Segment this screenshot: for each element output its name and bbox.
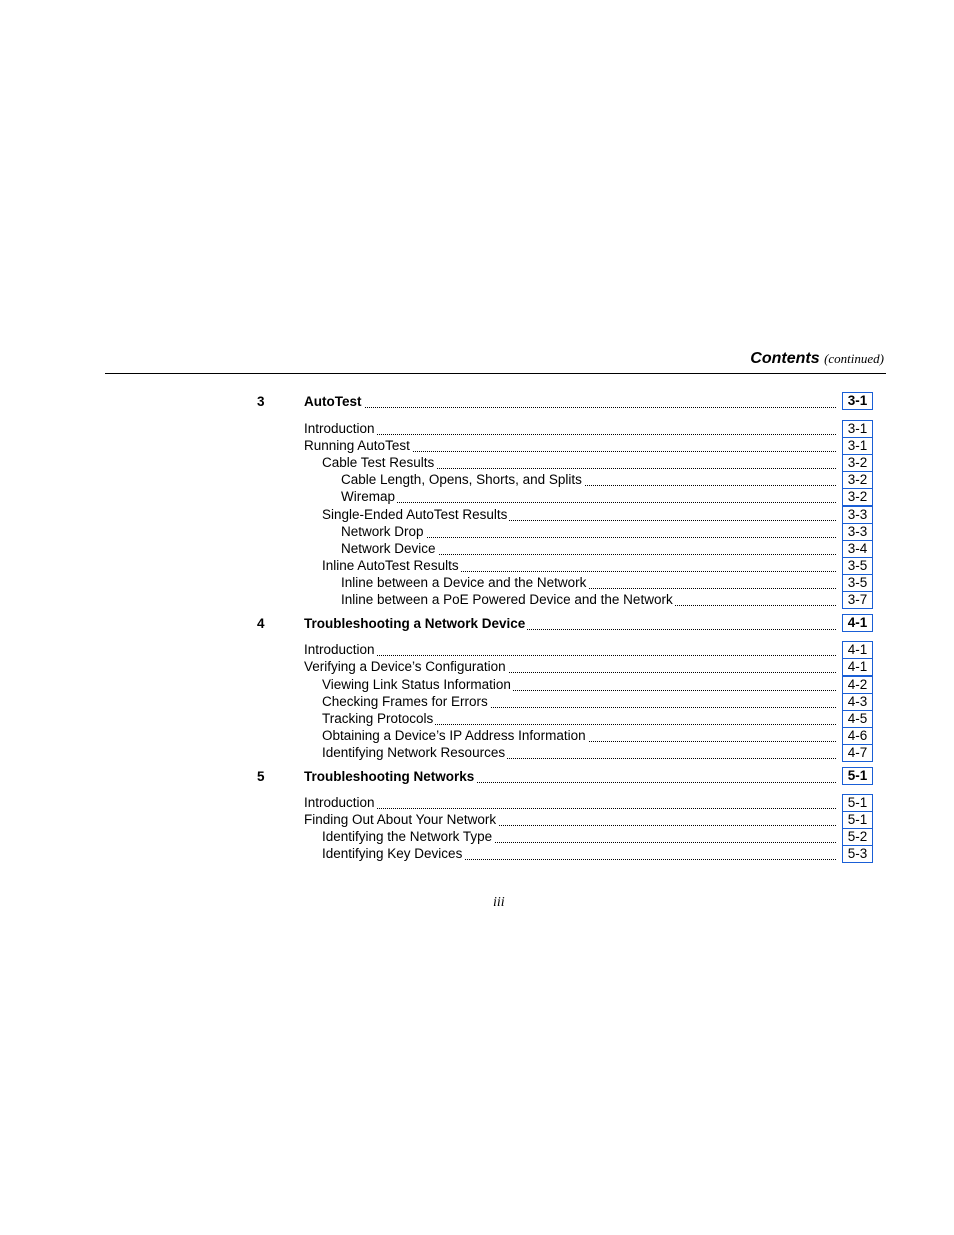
toc-entry-label: Viewing Link Status Information [322,677,511,692]
chapter-number: 4 [257,616,265,631]
page-link[interactable]: 4-3 [842,693,873,711]
toc-chapter-row [0,393,954,411]
toc-entry-row [0,641,954,659]
toc-entry-row [0,811,954,829]
dot-leader [304,434,836,435]
toc-entry [322,454,836,472]
toc-entry [322,693,836,711]
toc-entry-row [0,540,954,558]
toc-entry-label: Verifying a Device’s Configuration [304,659,506,674]
dot-leader [304,407,836,408]
toc-entry [322,557,836,575]
page-link[interactable]: 5-1 [842,767,873,785]
toc-entry [304,420,836,438]
page-link[interactable]: 3-7 [842,591,873,609]
toc-entry [322,845,836,863]
toc-entry-label: Checking Frames for Errors [322,694,488,709]
toc-entry [322,727,836,745]
page-link[interactable]: 3-1 [842,392,873,410]
page-link[interactable]: 4-1 [842,658,873,676]
page-link[interactable]: 4-2 [842,676,873,694]
page-link[interactable]: 3-2 [842,488,873,506]
toc-entry [341,591,836,609]
toc-entry [322,506,836,524]
toc-entry [341,488,836,506]
toc-entry-row [0,658,954,676]
toc-entry-label: Network Drop [341,524,424,539]
chapter-number: 3 [257,394,265,409]
toc-entry [322,828,836,846]
toc-entry [304,794,836,812]
toc-entry-row [0,557,954,575]
toc-entry-label: Single-Ended AutoTest Results [322,507,508,522]
dot-leader [304,655,836,656]
page-link[interactable]: 3-5 [842,574,873,592]
toc-entry-row [0,574,954,592]
page-link[interactable]: 4-1 [842,614,873,632]
page-link[interactable]: 4-6 [842,727,873,745]
page-link[interactable]: 3-3 [842,506,873,524]
toc-entry [304,615,836,633]
toc-entry-row [0,845,954,863]
toc-entry [304,393,836,411]
chapter-number: 5 [257,769,265,784]
page-link[interactable]: 4-5 [842,710,873,728]
toc-entry-label: Identifying the Network Type [322,829,493,844]
toc-entry-row [0,710,954,728]
toc-entry-label: Troubleshooting a Network Device [304,616,526,631]
toc-entry-row [0,676,954,694]
toc-entry-label: Inline between a PoE Powered Device and the Network [341,592,673,607]
toc-entry-row [0,727,954,745]
page-link[interactable]: 4-1 [842,641,873,659]
toc-entry-row [0,744,954,762]
page-link[interactable]: 5-1 [842,794,873,812]
page-link[interactable]: 4-7 [842,744,873,762]
page-link[interactable]: 3-1 [842,437,873,455]
toc-entry-label: Introduction [304,642,375,657]
page-link[interactable]: 5-3 [842,845,873,863]
page-link[interactable]: 3-3 [842,523,873,541]
toc-entry-label: Wiremap [341,489,396,504]
toc-entry [304,641,836,659]
toc-entry-row [0,471,954,489]
page-link[interactable]: 3-2 [842,471,873,489]
page-link[interactable]: 5-1 [842,811,873,829]
header-title: Contents [750,350,820,367]
toc-entry-row [0,828,954,846]
toc-entry-row [0,420,954,438]
toc-entry-label: Identifying Key Devices [322,846,463,861]
toc-entry-label: Obtaining a Device’s IP Address Information [322,728,586,743]
toc-entry-row [0,523,954,541]
toc-entry [341,574,836,592]
toc-entry-row [0,794,954,812]
toc-entry [304,437,836,455]
page-link[interactable]: 5-2 [842,828,873,846]
toc-entry-row [0,437,954,455]
toc-entry-label: Introduction [304,421,375,436]
toc-entry-row [0,488,954,506]
page-link[interactable]: 3-4 [842,540,873,558]
toc-entry-label: Cable Test Results [322,455,435,470]
toc-entry [341,471,836,489]
toc-entry-label: Finding Out About Your Network [304,812,497,827]
page-link[interactable]: 3-1 [842,420,873,438]
toc-entry [341,523,836,541]
toc-entry [322,710,836,728]
toc-entry-row [0,693,954,711]
toc-entry [304,658,836,676]
toc-entry-label: Inline between a Device and the Network [341,575,587,590]
toc-entry-label: Identifying Network Resources [322,745,506,760]
toc-entry-label: AutoTest [304,394,362,409]
toc-entry [304,811,836,829]
toc-entry [341,540,836,558]
header-continued: (continued) [824,351,884,366]
toc-entry-row [0,591,954,609]
toc-entry-label: Introduction [304,795,375,810]
toc-chapter-row [0,615,954,633]
page-link[interactable]: 3-2 [842,454,873,472]
dot-leader [341,502,836,503]
toc-entry-label: Troubleshooting Networks [304,769,475,784]
dot-leader [304,808,836,809]
toc-entry [304,768,836,786]
toc-entry-label: Tracking Protocols [322,711,434,726]
toc-entry-row [0,454,954,472]
toc-chapter-row [0,768,954,786]
toc-entry-label: Running AutoTest [304,438,410,453]
toc-entry-label: Network Device [341,541,436,556]
toc-entry-label: Cable Length, Opens, Shorts, and Splits [341,472,582,487]
toc-entry-row [0,506,954,524]
toc-entry [322,676,836,694]
page-link[interactable]: 3-5 [842,557,873,575]
toc-entry [322,744,836,762]
toc-entry-label: Inline AutoTest Results [322,558,459,573]
page-number: iii [493,895,505,910]
